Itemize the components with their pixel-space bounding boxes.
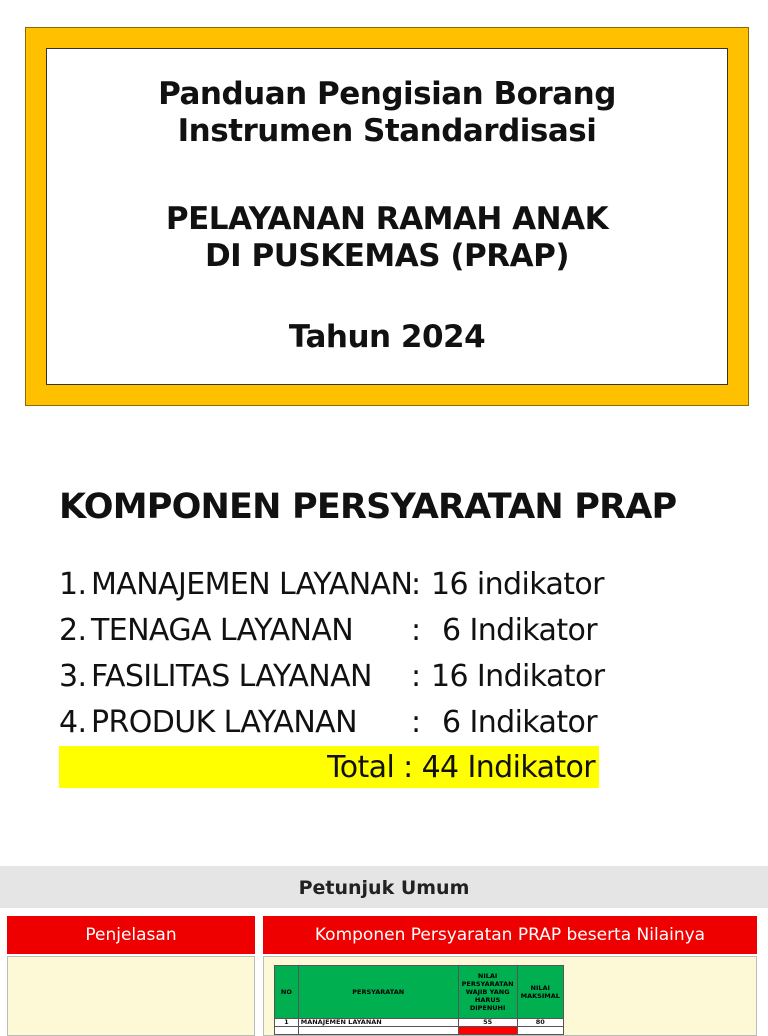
component-count: 6 Indikator [442, 705, 597, 740]
table-cell [275, 1027, 299, 1035]
column-header: PERSYARATAN [298, 966, 458, 1019]
table-row [275, 1027, 564, 1035]
column-header: NO [275, 966, 299, 1019]
table-cell: 1 [275, 1019, 299, 1027]
component-name: FASILITAS LAYANAN [91, 659, 372, 694]
component-number: 3. [59, 659, 87, 694]
document-subtitle [47, 201, 727, 275]
subtitle-line-2: DI PUSKEMAS (PRAP) [204, 238, 570, 274]
table-cell [298, 1027, 458, 1035]
total-highlight [59, 746, 599, 788]
component-name: MANAJEMEN LAYANAN [91, 567, 413, 602]
component-row [59, 562, 619, 608]
title-panel [46, 48, 728, 385]
document-title [47, 76, 727, 150]
column-header: NILAI MAKSIMAL [517, 966, 563, 1019]
explanation-tab: Penjelasan [7, 916, 255, 954]
component-number: 2. [59, 613, 87, 648]
components-list [59, 562, 619, 746]
component-row [59, 608, 619, 654]
title-frame [25, 27, 749, 406]
component-count: 6 Indikator [442, 613, 597, 648]
table-cell [517, 1027, 563, 1035]
table-header-row [275, 966, 564, 1019]
component-name: PRODUK LAYANAN [91, 705, 357, 740]
requirements-panel [263, 956, 757, 1036]
title-line-2: Instrumen Standardisasi [177, 113, 597, 149]
component-row [59, 654, 619, 700]
section-header: Petunjuk Umum [0, 866, 768, 908]
component-separator: : [411, 659, 421, 694]
requirements-table [274, 965, 564, 1035]
component-name: TENAGA LAYANAN [91, 613, 354, 648]
table-cell: MANAJEMEN LAYANAN [298, 1019, 458, 1027]
title-line-1: Panduan Pengisian Borang [158, 76, 616, 112]
component-count: 16 Indikator [431, 659, 605, 694]
table-row [275, 1019, 564, 1027]
components-heading: KOMPONEN PERSYARATAN PRAP [59, 487, 677, 527]
component-separator: : [411, 705, 421, 740]
document-year: Tahun 2024 [288, 319, 486, 355]
component-number: 4. [59, 705, 87, 740]
total-indicators: Total : 44 Indikator [327, 750, 595, 785]
component-separator: : [411, 613, 421, 648]
component-row [59, 700, 619, 746]
component-separator: : [411, 567, 421, 602]
table-cell: 80 [517, 1019, 563, 1027]
explanation-panel [7, 956, 255, 1036]
column-header: NILAI PERSYARATAN WAJIB YANG HARUS DIPENUHI [458, 966, 517, 1019]
component-count: 16 indikator [431, 567, 604, 602]
subtitle-line-1: PELAYANAN RAMAH ANAK [165, 201, 609, 237]
requirements-tab: Komponen Persyaratan PRAP beserta Nilainya [263, 916, 757, 954]
table-cell [458, 1027, 517, 1035]
table-cell: 55 [458, 1019, 517, 1027]
component-number: 1. [59, 567, 87, 602]
